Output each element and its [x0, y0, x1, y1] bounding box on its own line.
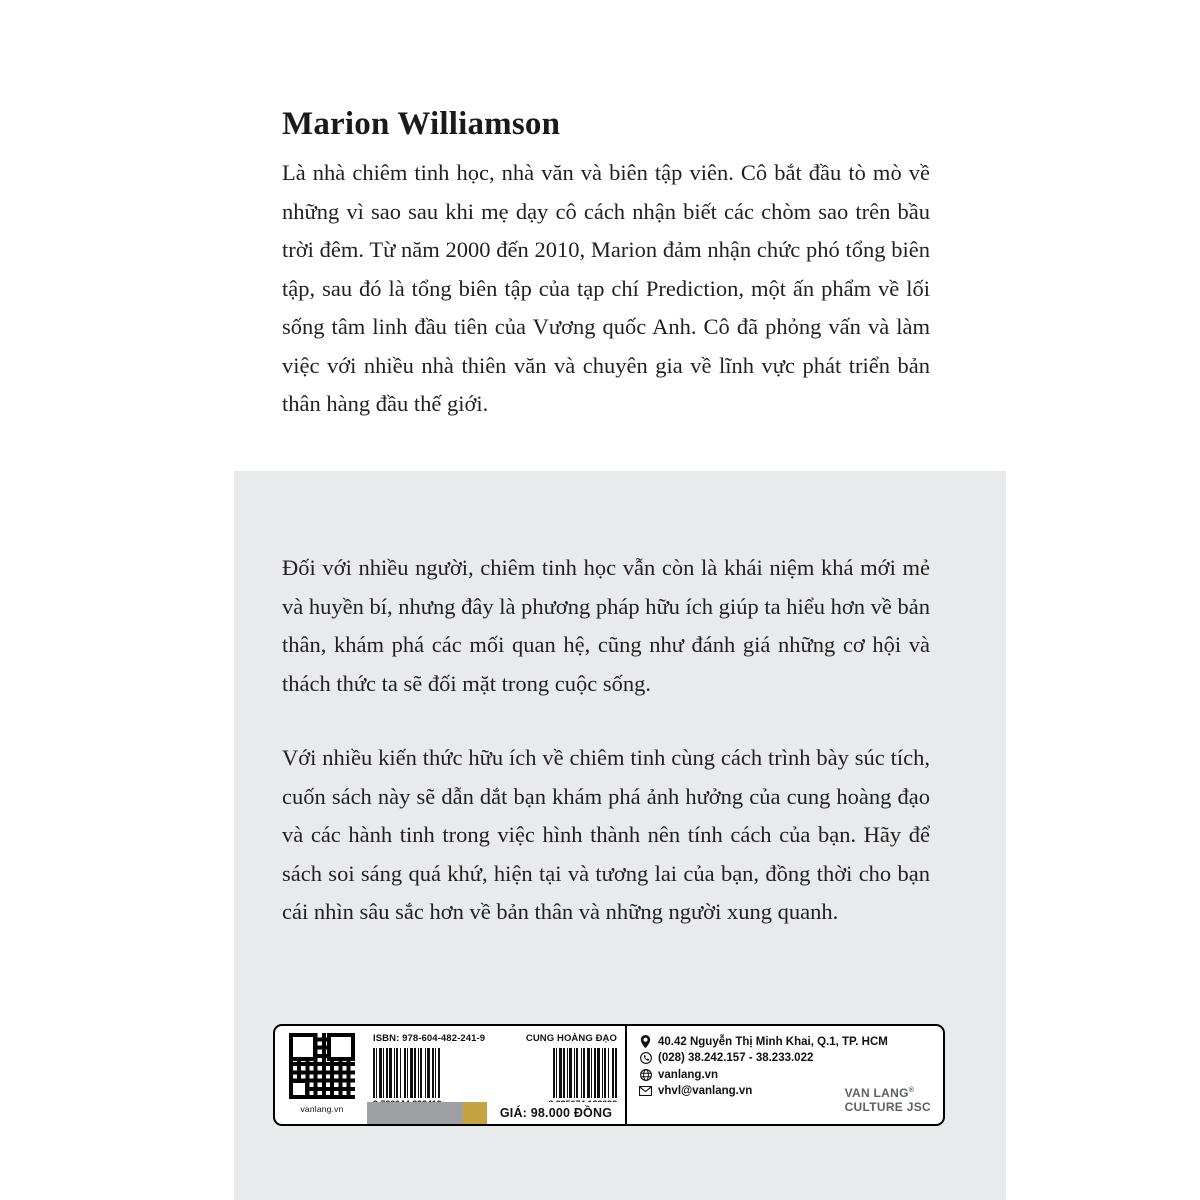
contact-website-row [639, 1068, 888, 1081]
contact-phone: (028) 38.242.157 - 38.233.022 [658, 1052, 814, 1064]
price-text: GIÁ: 98.000 ĐỒNG [487, 1102, 625, 1124]
book-cover [234, 0, 1006, 1200]
location-pin-icon [639, 1035, 652, 1048]
qr-cell [275, 1026, 367, 1124]
blurb-paragraph-1: Đối với nhiều người, chiêm tinh học vẫn còn là khái niệm khá mới mẻ và huyền bí, nhưng đây là phương pháp hữu ích giúp ta hiểu hơn về bản thân, khám phá các mối quan hệ, cũng như đánh giá những cơ hội và thách thức ta sẽ đối mặt trong cuộc sống. [282, 555, 930, 696]
barcode-imprint-strip [273, 1024, 945, 1126]
price-bar-grey-block [367, 1102, 463, 1124]
envelope-icon [639, 1085, 652, 1098]
publisher-name-line-2: CULTURE JSC [844, 1099, 931, 1114]
qr-code-icon [289, 1033, 355, 1099]
author-biography: Là nhà chiêm tinh học, nhà văn và biên tập viên. Cô bắt đầu tò mò về những vì sao sau khi mẹ dạy cô cách nhận biết các chòm sao trên bầu trời đêm. Từ năm 2000 đến 2010, Marion đảm nhận chức phó tổng biên tập, sau đó là tổng biên tập của tạp chí Prediction, một ấn phẩm về lối sống tâm linh đầu tiên của Vương quốc Anh. Cô đã phỏng vấn và làm việc với nhiều nhà thiên văn và chuyên gia về lĩnh vực phát triển bản thân hàng đầu thế giới. [282, 160, 930, 416]
blurb-paragraph-2: Với nhiều kiến thức hữu ích về chiêm tinh cùng cách trình bày súc tích, cuốn sách này sẽ dẫn dắt bạn khám phá ảnh hưởng của cung hoàng đạo và các hành tinh trong việc hình thành nên tính cách của bạn. Hãy để sách soi sáng quá khứ, hiện tại và tương lai của bạn, đồng thời cho bạn cái nhìn sâu sắc hơn về bản thân và những người xung quanh. [282, 745, 930, 924]
price-bar [367, 1102, 625, 1124]
price-bar-accent-block [463, 1102, 487, 1124]
publisher-name-line-1: VAN LANG [844, 1086, 909, 1100]
barcode-group-right [553, 1048, 617, 1098]
registered-trademark-icon: ® [908, 1087, 915, 1094]
publisher-contact-cell [625, 1026, 943, 1124]
category-text: CUNG HOÀNG ĐẠO [525, 1033, 617, 1044]
qr-eye-icon [289, 1079, 309, 1099]
author-section [234, 0, 1006, 471]
barcode-group-left [373, 1048, 440, 1098]
contact-address-row [639, 1035, 888, 1048]
isbn-text: ISBN: 978-604-482-241-9 [373, 1033, 486, 1044]
phone-icon [639, 1052, 652, 1065]
publisher-logo [845, 1084, 931, 1114]
contact-address: 40.42 Nguyễn Thị Minh Khai, Q.1, TP. HCM [658, 1035, 888, 1048]
globe-icon [639, 1068, 652, 1081]
contact-email: vhvl@vanlang.vn [658, 1085, 753, 1097]
barcode-bars [371, 1048, 619, 1098]
barcode-cell [367, 1026, 625, 1124]
qr-caption: vanlang.vn [300, 1104, 344, 1114]
author-name: Marion Williamson [282, 106, 561, 142]
contact-phone-row [639, 1052, 888, 1065]
contact-website: vanlang.vn [658, 1068, 719, 1081]
